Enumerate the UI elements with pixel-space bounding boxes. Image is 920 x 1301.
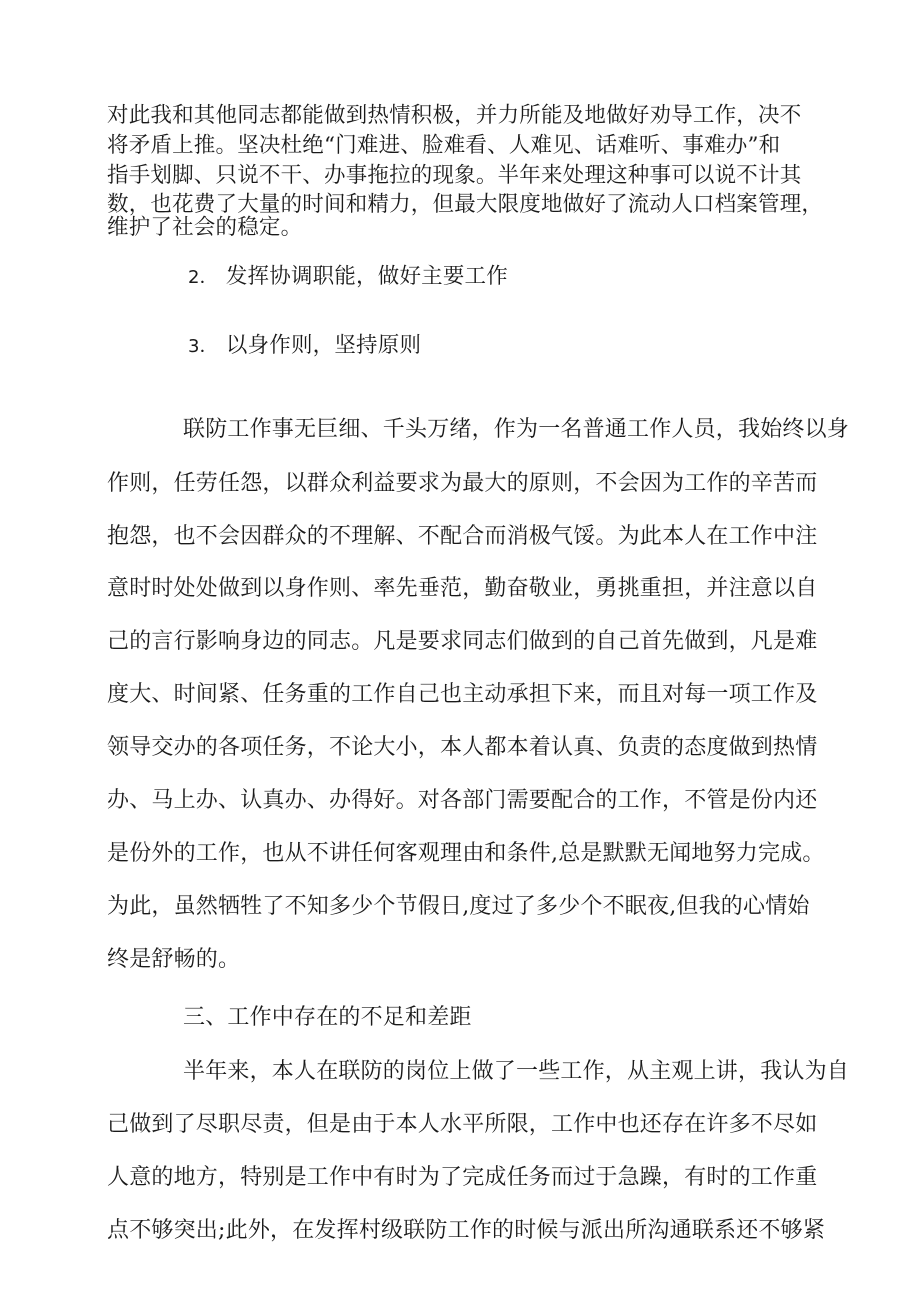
body-line: 意时时处处做到以身作则、率先垂范，勤奋敬业，勇挑重担，并注意以自 xyxy=(107,576,818,601)
list-item-text: 发挥协调职能，做好主要工作 xyxy=(225,264,508,289)
list-item-number: 3． xyxy=(188,336,218,357)
intro-line: 指手划脚、只说不干、办事拖拉的现象。半年来处理这种事可以说不计其 xyxy=(107,163,802,188)
section-heading: 三、工作中存在的不足和差距 xyxy=(183,1005,472,1030)
body-line: 领导交办的各项任务，不论大小，本人都本着认真、负责的态度做到热情 xyxy=(107,735,818,760)
intro-line: 对此我和其他同志都能做到热情积极，并力所能及地做好劝导工作，决不 xyxy=(107,103,802,128)
body-line: 抱怨，也不会因群众的不理解、不配合而消极气馁。为此本人在工作中注 xyxy=(107,524,818,549)
body-line: 终是舒畅的。 xyxy=(107,947,241,972)
list-item-2 xyxy=(188,262,508,293)
closing-line: 半年来，本人在联防的岗位上做了一些工作，从主观上讲，我认为自 xyxy=(183,1059,850,1084)
body-line: 是份外的工作，也从不讲任何客观理由和条件,总是默默无闻地努力完成。 xyxy=(107,841,825,866)
closing-line: 己做到了尽职尽责，但是由于本人水平所限，工作中也还存在许多不尽如 xyxy=(107,1112,818,1137)
body-line: 为此，虽然牺牲了不知多少个节假日,度过了多少个不眠夜,但我的心情始 xyxy=(107,894,810,919)
closing-line: 人意的地方，特别是工作中有时为了完成任务而过于急躁，有时的工作重 xyxy=(107,1165,818,1190)
intro-line: 将矛盾上推。坚决杜绝“门难进、脸难看、人难见、话难听、事难办”和 xyxy=(107,133,781,158)
list-item-text: 以身作则，坚持原则 xyxy=(225,333,422,358)
intro-line: 维护了社会的稳定。 xyxy=(107,215,303,240)
list-item-number: 2． xyxy=(188,267,218,288)
body-line: 作则，任劳任怨，以群众利益要求为最大的原则，不会因为工作的辛苦而 xyxy=(107,471,818,496)
body-line: 己的言行影响身边的同志。凡是要求同志们做到的自己首先做到，凡是难 xyxy=(107,629,818,654)
closing-line: 点不够突出;此外，在发挥村级联防工作的时候与派出所沟通联系还不够紧 xyxy=(107,1218,826,1243)
intro-line: 数，也花费了大量的时间和精力，但最大限度地做好了流动人口档案管理， xyxy=(107,192,824,217)
body-line: 办、马上办、认真办、办得好。对各部门需要配合的工作，不管是份内还 xyxy=(107,788,818,813)
list-item-3 xyxy=(188,331,421,362)
body-line: 度大、时间紧、任务重的工作自己也主动承担下来，而且对每一项工作及 xyxy=(107,682,818,707)
body-line: 联防工作事无巨细、千头万绪，作为一名普通工作人员，我始终以身 xyxy=(183,417,850,442)
